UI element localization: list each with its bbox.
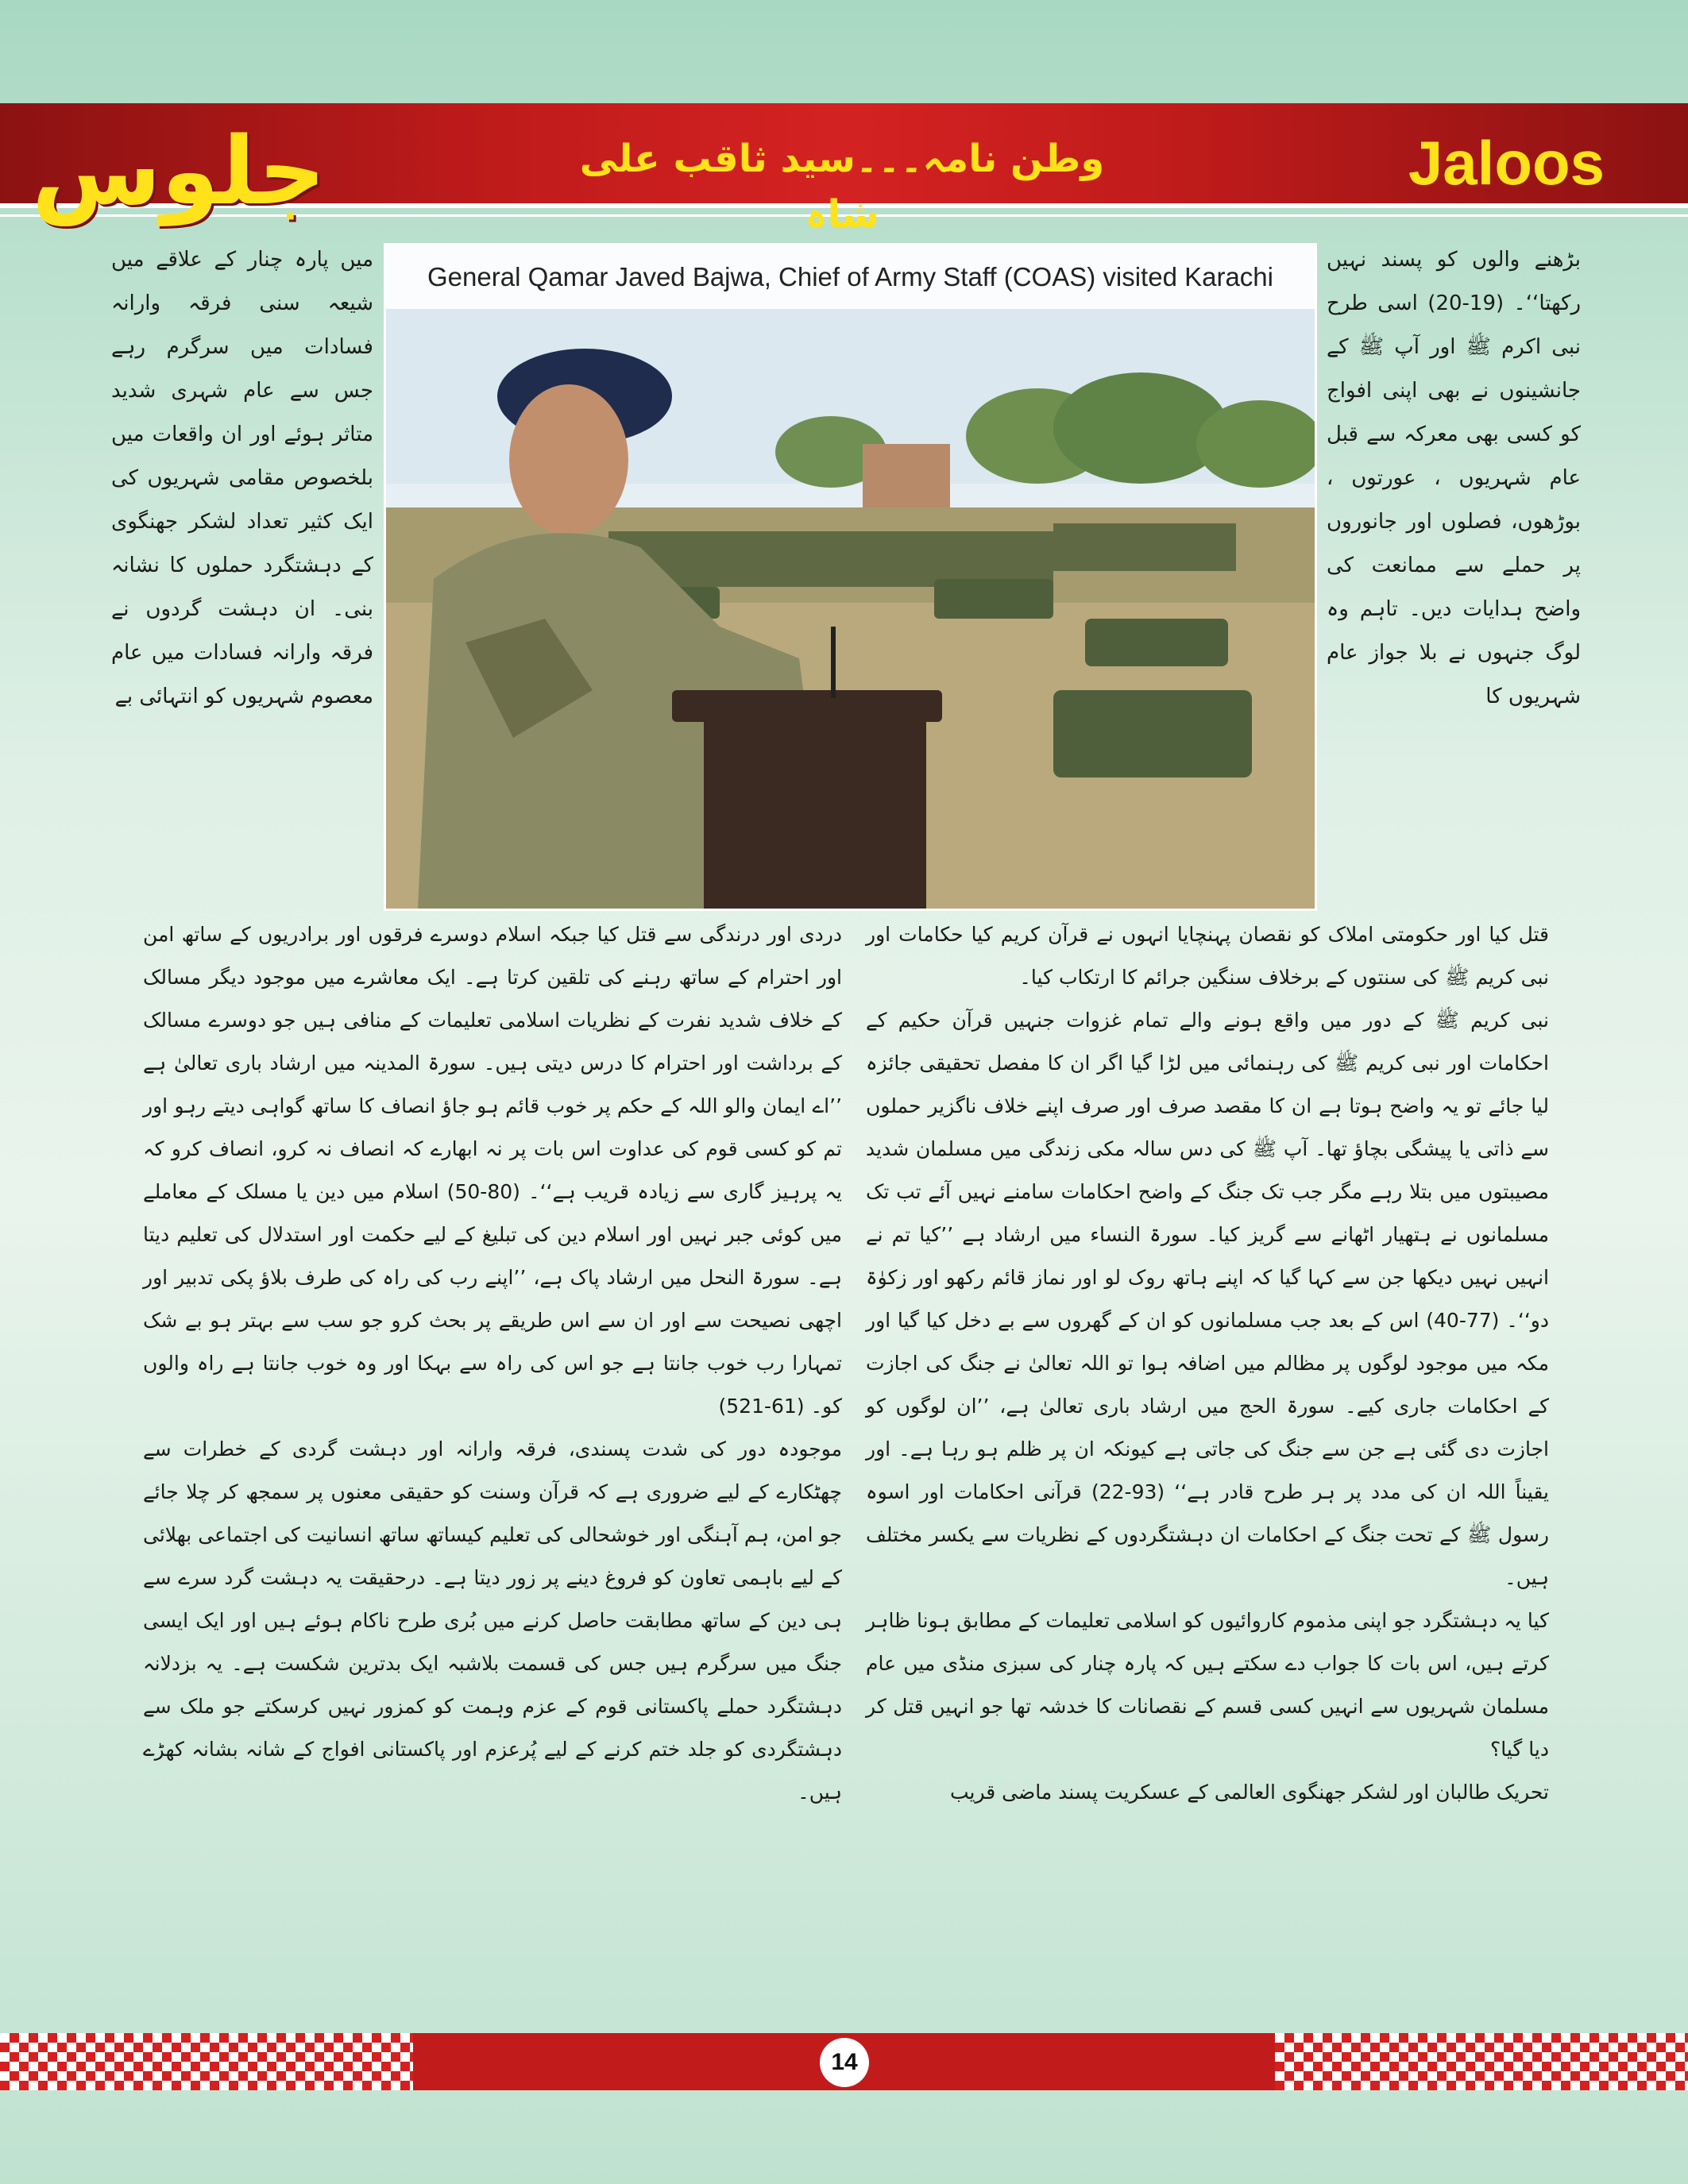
text-column-left (111, 238, 373, 913)
magazine-logo-english: Jaloos (1408, 128, 1605, 198)
photo-illustration (386, 245, 1315, 909)
text-column-bottom-right (866, 913, 1549, 2017)
text-column-right (1327, 238, 1581, 913)
article-title: وطن نامہ۔۔۔سید ثاقب علی شاہ (579, 137, 1105, 237)
footer-checker-right (1275, 2033, 1688, 2090)
footer-checker-left (0, 2033, 413, 2090)
page-number: 14 (820, 2038, 869, 2087)
paragraph: موجودہ دور کی شدت پسندی، فرقہ وارانہ اور دہشت گردی کے خطرات سے چھٹکارے کے لیے ضروری ہے کہ قرآن وسنت کو حقیقی معنوں پر سمجھ کر چلا جائے جو امن، ہم آہنگی اور خوشحالی کی تعلیم کیساتھ ساتھ انسانیت کی اجتماعی بھلائی کے لیے باہمی تعاون کو فروغ دینے پر زور دیتا ہے۔ درحقیقت یہ دہشت گرد سرے سے ہی دین کے ساتھ مطابقت حاصل کرنے میں بُری طرح ناکام ہوئے ہیں اور ایک ایسی جنگ میں سرگرم ہیں جس کی قسمت بلاشبہ ایک بدترین شکست ہے۔ یہ بزدلانہ دہشتگرد حملے پاکستانی قوم کے عزم وہمت کو کمزور نہیں کرسکتے جو ملک سے دہشتگردی کو جلد ختم کرنے کے لیے پُرعزم اور پاکستانی افواج کے شانہ بشانہ کھڑے ہیں۔ (143, 1437, 842, 1804)
paragraph: میں پارہ چنار کے علاقے میں شیعہ سنی فرقہ وارانہ فسادات میں سرگرم رہے جس سے عام شہری شدید متاثر ہوئے اور ان واقعات میں بلخصوص مقامی شہریوں کی ایک کثیر تعداد لشکر جھنگوی کے دہشتگرد حملوں کا نشانہ بنی۔ ان دہشت گردوں نے فرقہ وارانہ فسادات میں عام معصوم شہریوں کو انتہائی بے (111, 248, 373, 708)
paragraph: بڑھنے والوں کو پسند نہیں رکھتا‘‘۔ (19-20) اسی طرح نبی اکرم ﷺ اور آپ ﷺ کے جانشینوں نے بھی اپنی افواج کو کسی بھی معرکہ سے قبل عام شہریوں ، عورتوں ، بوڑھوں، فصلوں اور جانوروں پر حملے سے ممانعت کی واضح ہدایات دیں۔ تاہم وہ لوگ جنہوں نے بلا جواز عام شہریوں کا (1327, 248, 1581, 708)
paragraph: کیا یہ دہشتگرد جو اپنی مذموم کاروائیوں کو اسلامی تعلیمات کے مطابق ہونا ظاہر کرتے ہیں، اس بات کا جواب دے سکتے ہیں کہ پارہ چنار کی سبزی منڈی میں عام مسلمان شہریوں سے انہیں کسی قسم کے نقصانات کا خدشہ تھا جو انہیں قتل کر دیا گیا؟ (866, 1609, 1549, 1761)
article-photo (384, 243, 1317, 911)
paragraph: نبی کریم ﷺ کے دور میں واقع ہونے والے تمام غزوات جنہیں قرآن حکیم کے احکامات اور نبی کریم ﷺ کی رہنمائی میں لڑا گیا اگر ان کا مفصل تحقیقی جائزہ لیا جائے تو یہ واضح ہوتا ہے ان کا مقصد صرف اور صرف اپنے خلاف ناگزیر حملوں سے ذاتی یا پیشگی بچاؤ تھا۔ آپ ﷺ کی دس سالہ مکی زندگی میں مسلمان شدید مصیبتوں میں بتلا رہے مگر جب تک جنگ کے واضح احکامات سامنے نہیں آئے تب تک مسلمانوں نے ہتھیار اٹھانے سے گریز کیا۔ سورۃ النساء میں ارشاد ہے ’’کیا تم نے انہیں نہیں دیکھا جن سے کہا گیا کہ اپنے ہاتھ روک لو اور نماز قائم رکھو اور زکوٰۃ دو‘‘۔ (77-40) اس کے بعد جب مسلمانوں کو ان کے گھروں سے بے دخل کیا گیا اور مکہ میں موجود لوگوں پر مظالم میں اضافہ ہوا تو اللہ تعالیٰ نے جنگ کی اجازت کے احکامات جاری کیے۔ سورۃ الحج میں ارشاد باری تعالیٰ ہے، ’’ان لوگوں کو اجازت دی گئی ہے جن سے جنگ کی جاتی ہے کیونکہ ان پر ظلم ہو رہا ہے۔ اور یقیناً اللہ ان کی مدد پر ہر طرح قادر ہے‘‘ (93-22) قرآنی احکامات اور اسوہ رسول ﷺ کے تحت جنگ کے احکامات ان دہشتگردوں کے نظریات سے یکسر مختلف ہیں۔ (866, 1009, 1549, 1589)
paragraph: تحریک طالبان اور لشکر جھنگوی العالمی کے عسکریت پسند ماضی قریب (949, 1781, 1549, 1804)
photo-caption: General Qamar Javed Bajwa, Chief of Army Staff (COAS) visited Karachi (386, 245, 1315, 309)
paragraph: قتل کیا اور حکومتی املاک کو نقصان پہنچایا انہوں نے قرآن کریم کیا حکامات اور نبی کریم ﷺ کی سنتوں کے برخلاف سنگین جرائم کا ارتکاب کیا۔ (866, 923, 1549, 989)
paragraph: دردی اور درندگی سے قتل کیا جبکہ اسلام دوسرے فرقوں اور برادریوں کے ساتھ امن اور احترام کے ساتھ رہنے کی تلقین کرتا ہے۔ ایک معاشرے میں موجود دیگر مسالک کے خلاف شدید نفرت کے نظریات اسلامی تعلیمات کے منافی ہیں جو دوسرے مسالک کے برداشت اور احترام کا درس دیتی ہیں۔ سورۃ المدینہ میں ارشاد باری تعالیٰ ہے ’’اے ایمان والو اللہ کے حکم پر خوب قائم ہو جاؤ انصاف کا ساتھ گواہی دیتے رہو اور تم کو کسی قوم کی عداوت اس بات پر نہ ابھارے کہ انصاف نہ کرو، انصاف کرو کہ یہ پرہیز گاری سے زیادہ قریب ہے‘‘۔ (80-50) اسلام میں دین یا مسلک کے معاملے میں کوئی جبر نہیں اور اسلام دین کی تبلیغ کے لیے حکمت اور استدلال کی تعلیم دیتا ہے۔ سورۃ النحل میں ارشاد پاک ہے، ’’اپنے رب کی راہ کی طرف بلاؤ پکی تدبیر اور اچھی نصیحت سے اور ان سے اس طریقے پر بحث کرو جو سب سے بہتر ہو بے شک تمہارا رب خوب جانتا ہے جو اس کی راہ سے بہکا اور وہ خوب جانتا ہے راہ والوں کو۔ (61-521) (143, 923, 842, 1418)
podium (672, 690, 942, 909)
magazine-logo-urdu: جلوس (31, 116, 326, 226)
text-column-bottom-left (143, 913, 842, 2017)
